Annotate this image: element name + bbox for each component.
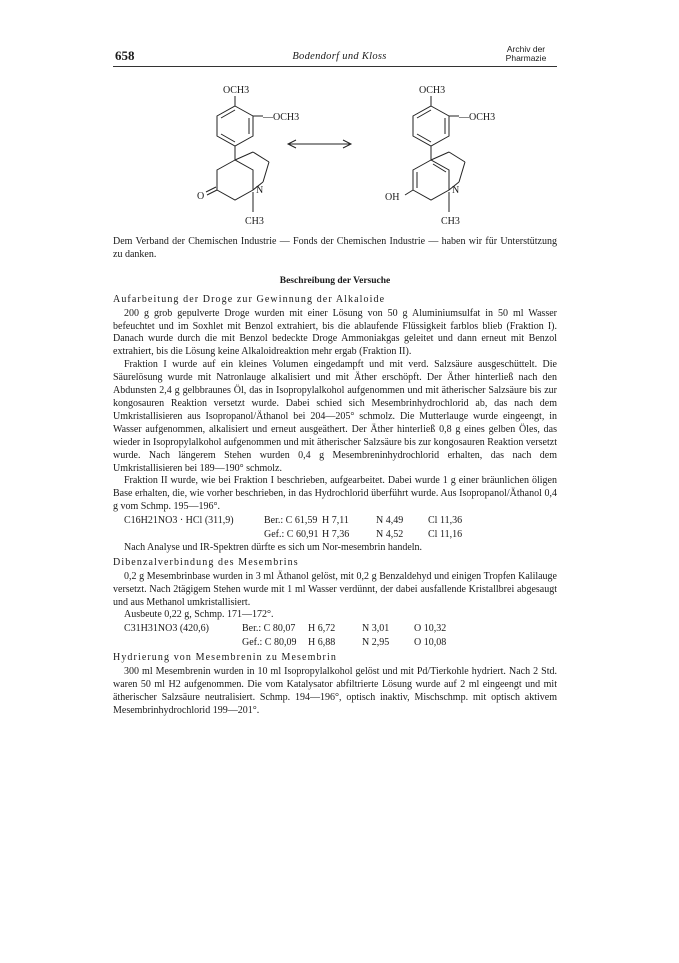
left-cyclohexanone-ring	[217, 160, 253, 200]
analysis-value: Gef.: C 80,09	[242, 637, 297, 649]
paragraph: 300 ml Mesembrenin wurden in 10 ml Isopropylalkohol gelöst und mit Pd/Tierkohle hydriert. Nach 2 Std. waren 50 ml H2 aufgenommen. Die vom Katalysator abfiltrierte Lösung wurde auf 2 ml eingeengt und mit ätherischer Salzsäure neutralisiert. Schmp. 194—196°, optisch inaktiv, Mischschmp. mit optisch aktivem Mesembrinhydrochlorid 199—201°.	[113, 666, 557, 716]
analysis-value: N 3,01	[362, 623, 390, 635]
yield-line: Ausbeute 0,22 g, Schmp. 171—172°.	[124, 609, 274, 621]
article-body	[113, 236, 557, 718]
left-aryl-ring	[217, 106, 253, 146]
analysis-value: N 4,49	[376, 515, 404, 527]
paragraph: 0,2 g Mesembrinbase wurden in 3 ml Äthanol gelöst, mit 0,2 g Benzaldehyd und einigen Tropfen Kalilauge versetzt. Nach 2tägigem Stehen wurde mit 1 ml Wasser verdünnt, der dabei ausfallende Kristallbrei abgesaugt und aus Methanol umkristallisiert.	[113, 570, 557, 608]
subsection-title-1: Aufarbeitung der Droge zur Gewinnung der Alkaloide	[113, 293, 386, 305]
paragraph: Fraktion I wurde auf ein kleines Volumen eingedampft und mit verd. Salzsäure ausgeschüttelt. Die Säurelösung wurde mit Natronlauge alkalisiert und mit Äther erschöpft. Der Äther hinterließ nach den Abdunsten 2,4 g gelbbraunes Öl, das in Isopropylalkohol aufgenommen und mit ätherischer Salzsäure bis zur kongosauren Reaktion versetzt wurde. Dabei schied sich Mesembrinhydrochlorid ab, das nach dem Umkristallisieren aus Isopropanol/Äthanol bei 204—205° schmolz. Die Mutterlauge wurde eingeengt, in Wasser aufgenommen, alkalisiert und erneut ausgeäthert. Der Äther hinterließ 0,8 g eines gelben Öles, das wieder in Isopropylalkohol aufgenommen und mit ätherischer Salzsäure bis zur kongosauren Reaktion versetzt wurde. Nach längerem Stehen wurden 0,4 g Mesembreninhydrochlorid erhalten, das nach dem Umkristallisieren bei 189—190° schmolz.	[113, 359, 557, 474]
right-aryl-ring	[413, 106, 449, 146]
right-n-methyl: CH3	[441, 216, 460, 227]
section-heading: Beschreibung der Versuche	[279, 275, 391, 286]
reaction-scheme	[113, 78, 557, 234]
analysis-value: Ber.: C 61,59	[264, 515, 318, 527]
analysis-value: Ber.: C 80,07	[242, 623, 296, 635]
analysis-row-found	[113, 529, 557, 542]
header-rule	[113, 66, 557, 67]
right-methoxy-top: OCH3	[419, 85, 446, 96]
analysis-value: Gef.: C 60,91	[264, 529, 319, 541]
journal-line-1: Archiv der	[506, 44, 546, 54]
journal-line-2: Pharmazie	[505, 53, 547, 63]
analysis-value: H 6,72	[308, 623, 336, 635]
paragraph: Fraktion II wurde, wie bei Fraktion I beschrieben, aufgearbeitet. Dabei wurde 1 g einer bräunlichen öligen Base erhalten, die, wie vorher beschrieben, in das Hydrochlorid überführt wurde. Aus Isopropanol/Äthanol 0,4 g vom Schmp. 195—196°.	[113, 475, 557, 513]
right-methoxy-side: —OCH3	[459, 112, 496, 123]
molecular-formula: C31H31NO3 (420,6)	[124, 623, 209, 635]
paragraph: Nach Analyse und IR-Spektren dürfte es sich um Nor-mesembrin handeln.	[124, 541, 423, 553]
molecular-formula: C16H21NO3 · HCl (311,9)	[124, 515, 234, 527]
right-cyclohexadiene-ring	[413, 160, 449, 200]
right-nitrogen: N	[452, 185, 460, 196]
left-carbonyl-o: O	[197, 191, 205, 202]
subsection-title-2: Dibenzalverbindung des Mesembrins	[113, 556, 299, 568]
left-methoxy-side: —OCH3	[263, 112, 300, 123]
right-hydroxyl: OH	[385, 192, 400, 203]
analysis-row-calc	[113, 515, 557, 528]
page-number: 658	[115, 48, 135, 63]
acknowledgement: Dem Verband der Chemischen Industrie — Fonds der Chemischen Industrie — haben wir für Unterstützung zu danken.	[113, 236, 557, 260]
analysis-value: H 7,11	[322, 515, 349, 527]
left-nitrogen: N	[256, 185, 264, 196]
running-title: Bodendorf und Kloss	[292, 51, 387, 62]
analysis-value: Cl 11,36	[428, 515, 463, 527]
analysis-row-calc	[113, 623, 557, 636]
analysis-value: Cl 11,16	[428, 529, 463, 541]
analysis-value: H 7,36	[322, 529, 350, 541]
paragraph: 200 g grob gepulverte Droge wurden mit einer Lösung von 50 g Aluminiumsulfat in 50 ml Wasser befeuchtet und im Soxhlet mit Benzol extrahiert, bis die ablaufende Flüssigkeit farblos blieb (Fraktion I). Danach wurde durch die mit Benzol bedeckte Droge Ammoniakgas geleitet und dann erneut mit Benzol extrahiert, bis die Lösung keine Alkaloidreaktion mehr ergab (Fraktion II).	[113, 307, 557, 358]
journal-name	[496, 45, 556, 63]
analysis-value: O 10,32	[414, 623, 447, 635]
analysis-value: N 2,95	[362, 637, 390, 649]
structure-drawing	[113, 78, 557, 234]
analysis-row-found	[113, 637, 557, 650]
analysis-value: N 4,52	[376, 529, 404, 541]
left-n-methyl: CH3	[245, 216, 264, 227]
analysis-value: H 6,88	[308, 637, 336, 649]
left-methoxy-top: OCH3	[223, 85, 250, 96]
subsection-title-3: Hydrierung von Mesembrenin zu Mesembrin	[113, 652, 337, 664]
analysis-value: O 10,08	[414, 637, 447, 649]
